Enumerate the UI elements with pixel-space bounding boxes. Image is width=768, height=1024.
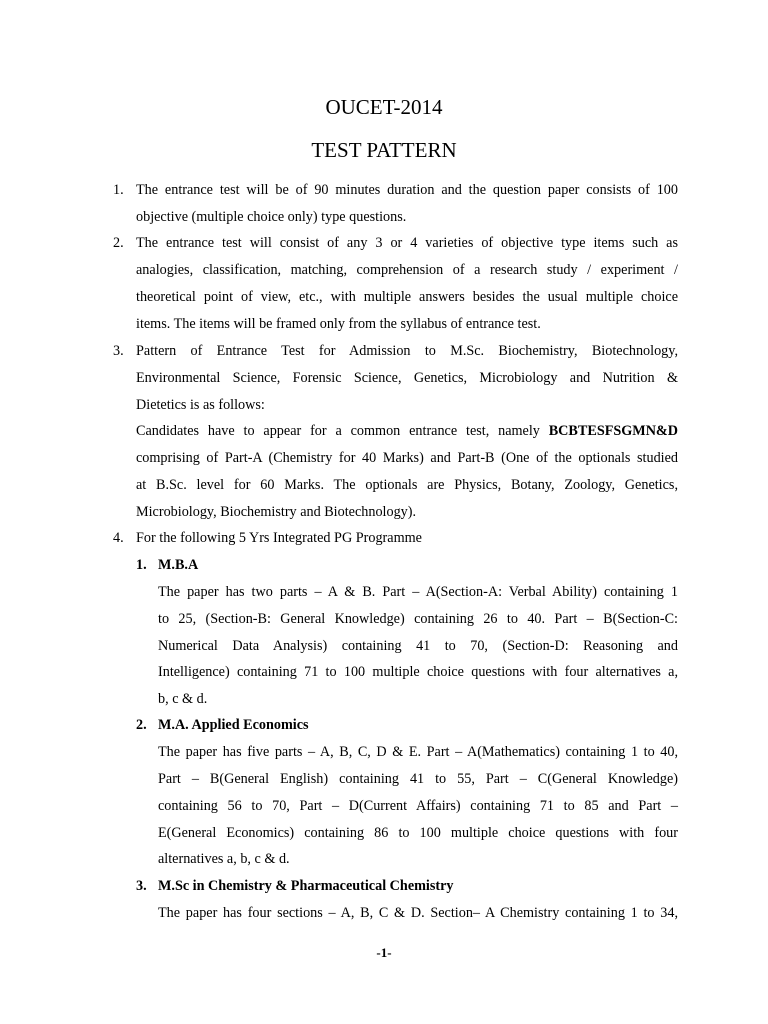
item-text-line: analogies, classification, matching, comprehension of a research study / experiment /: [136, 262, 678, 278]
subitem-text-line: Numerical Data Analysis) containing 41 to 70, (Section-D: Reasoning and: [158, 638, 678, 654]
subitem-text-line: The paper has four sections – A, B, C & D. Section– A Chemistry containing 1 to 34,: [158, 905, 678, 921]
subitem-text-line: to 25, (Section-B: General Knowledge) containing 26 to 40. Part – B(Section-C:: [158, 611, 678, 627]
candidates-text: Candidates have to appear for a common entrance test, namely: [136, 423, 549, 439]
subitem-number: 3.: [136, 878, 147, 894]
subitem-heading: M.B.A: [158, 557, 199, 573]
item-number: 2.: [113, 235, 124, 251]
test-code: BCBTESFSGMN&D: [548, 423, 678, 439]
subitem-number: 2.: [136, 717, 147, 733]
item-number: 4.: [113, 530, 124, 546]
item-text-line: The entrance test will consist of any 3 or 4 varieties of objective type items such as: [136, 235, 678, 251]
subitem-text-line: alternatives a, b, c & d.: [158, 851, 290, 867]
page-number: -1-: [376, 945, 392, 960]
item-text-line: [136, 424, 678, 438]
document-subtitle: TEST PATTERN: [311, 138, 457, 162]
subitem-text-line: The paper has five parts – A, B, C, D & E. Part – A(Mathematics) containing 1 to 40,: [158, 744, 678, 760]
document-title: OUCET-2014: [325, 95, 443, 119]
subitem-heading: M.A. Applied Economics: [158, 717, 309, 733]
subitem-text-line: Intelligence) containing 71 to 100 multiple choice questions with four alternatives a,: [158, 664, 678, 680]
item-number: 3.: [113, 343, 124, 359]
item-text-line: objective (multiple choice only) type questions.: [136, 209, 407, 225]
item-text-line: items. The items will be framed only from the syllabus of entrance test.: [136, 316, 541, 332]
item-text-line: For the following 5 Yrs Integrated PG Programme: [136, 530, 422, 546]
item-text-line: Pattern of Entrance Test for Admission to M.Sc. Biochemistry, Biotechnology,: [136, 343, 678, 359]
subitem-text-line: The paper has two parts – A & B. Part – A(Section-A: Verbal Ability) containing 1: [158, 584, 678, 600]
item-text-line: The entrance test will be of 90 minutes duration and the question paper consists of 100: [136, 182, 678, 198]
item-number: 1.: [113, 182, 124, 198]
item-text-line: at B.Sc. level for 60 Marks. The optionals are Physics, Botany, Zoology, Genetics,: [136, 477, 678, 493]
item-text-line: comprising of Part-A (Chemistry for 40 Marks) and Part-B (One of the optionals studied: [136, 450, 678, 466]
item-text-line: Microbiology, Biochemistry and Biotechnology).: [136, 504, 417, 520]
subitem-text-line: b, c & d.: [158, 691, 208, 707]
subitem-number: 1.: [136, 557, 147, 573]
subitem-text-line: E(General Economics) containing 86 to 100 multiple choice questions with four: [158, 825, 678, 841]
item-text-line: Environmental Science, Forensic Science, Genetics, Microbiology and Nutrition &: [136, 370, 678, 386]
subitem-text-line: Part – B(General English) containing 41 to 55, Part – C(General Knowledge): [158, 771, 678, 787]
item-text-line: Dietetics is as follows:: [136, 397, 265, 413]
item-text-line: theoretical point of view, etc., with multiple answers besides the usual multiple choice: [136, 289, 678, 305]
subitem-heading: M.Sc in Chemistry & Pharmaceutical Chemistry: [158, 878, 454, 894]
subitem-text-line: containing 56 to 70, Part – D(Current Affairs) containing 71 to 85 and Part –: [158, 798, 678, 814]
